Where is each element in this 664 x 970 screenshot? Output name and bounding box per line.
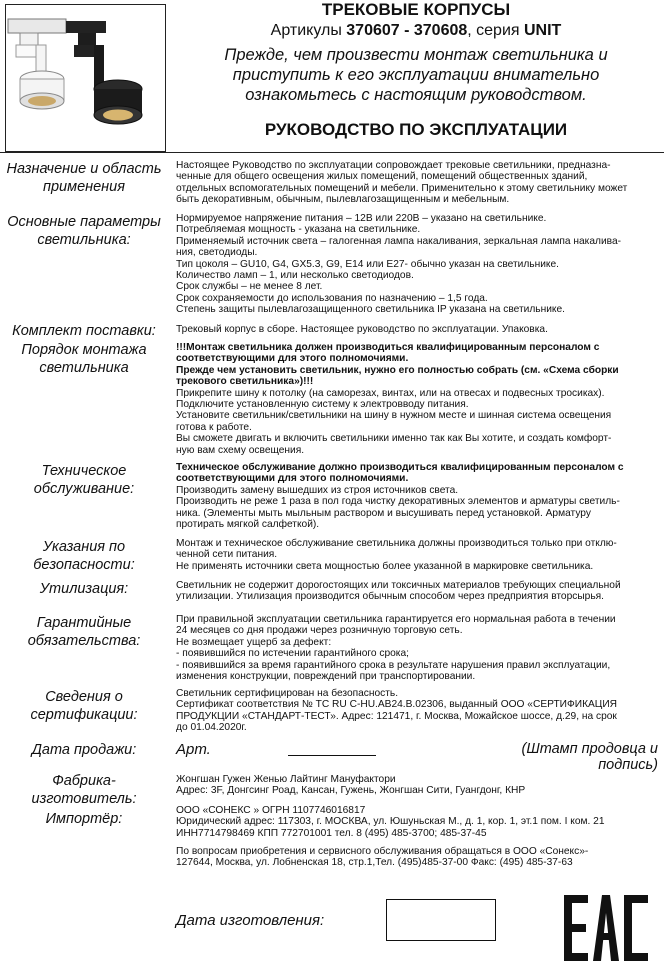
articles-line: Артикулы 370607 - 370608, серия UNIT: [270, 22, 562, 39]
article-signature-line: [288, 755, 376, 756]
kit-label: Комплект поставки:: [12, 323, 156, 339]
manufacture-date-label: Дата изготовления:: [176, 912, 325, 929]
install-label: Порядок монтажа светильника: [21, 342, 147, 376]
series-name: UNIT: [524, 22, 562, 39]
kit-text: Трековый корпус в сборе. Настоящее руководство по эксплуатации. Упаковка.: [176, 324, 548, 335]
warranty-label: Гарантийные обязательства:: [27, 615, 141, 649]
safety-label: Указания по безопасности:: [33, 539, 135, 573]
sale-date-label: Дата продажи:: [31, 742, 137, 758]
article-numbers: 370607 - 370608: [346, 22, 468, 39]
eac-mark: [560, 893, 652, 968]
document-title: ТРЕКОВЫЕ КОРПУСЫ: [321, 0, 511, 19]
install-text: !!!Монтаж светильника должен производиться квалифицированным персоналом с соответствующими для этого полномочиями. Прежде чем установить светильник, нужно его полностью собрать (см. «Схема сборки трекового светильника»)!!! Прикрепите шину к потолку (на саморезах, винтах, или на отвесах и подвесных тросиках). Подключите установленную систему к электровводу питания. Установите светильник/светильники на шину в нужном месте и шинная система освещения готова к работе. Вы сможете двигать и включить светильники именно так как Вы хотите, и создать комфорт- ную вам схему освещения.: [176, 342, 619, 456]
cert-label: Сведения о сертификации:: [30, 689, 138, 723]
disposal-label: Утилизация:: [39, 581, 129, 597]
article-field-label: Арт.: [176, 741, 211, 758]
disposal-text: Светильник не содержит дорогостоящих или токсичных материалов требующих специальной утилизации. Утилизация производится обычным способом через предприятия вторсырья.: [176, 580, 621, 603]
importer-label: Импортёр:: [45, 811, 123, 827]
manual-title: РУКОВОДСТВО ПО ЭКСПЛУАТАЦИИ: [264, 120, 568, 139]
safety-text: Монтаж и техническое обслуживание светильника должны производиться только при отклю- ченной сети питания. Не применять источники света мощностью более указанной в маркировке светильника.: [176, 538, 617, 572]
track-light-illustration: [6, 5, 165, 151]
warning-text: Прежде, чем произвести монтаж светильника и приступить к его эксплуатации внимательно ознакомьтесь с настоящим руководством.: [224, 46, 608, 104]
product-photo: [5, 4, 166, 152]
stamp-note: (Штамп продовца и подпись): [521, 741, 658, 773]
eac-logo-icon: [560, 893, 652, 963]
service-text: Техническое обслуживание должно производиться квалифицированным персоналом с соответствующими для этого полномочиями. Производить замену вышедших из строя источников света. Производить не реже 1 раза в пол года чистку декоративных элементов и арматуры светиль- ника. (Элементы мыть мыльным раствором и высушивать перед установкой. Арматуру протирать мягкой салфеткой).: [176, 462, 624, 531]
purpose-label: Назначение и область применения: [6, 161, 162, 195]
warranty-text: При правильной эксплуатации светильника гарантируется его нормальная работа в течении 24 месяцев со дня продажи через розничную торговую сеть. Не возмещает ущерб за дефект: - появившийся по истечении гарантийного срока; - появившийся за время гарантийного срока в результате нарушения правил эксплуатации, изменения конструкции, повреждений при транспортировании.: [176, 614, 616, 683]
purpose-text: Настоящее Руководство по эксплуатации сопровождает трековые светильники, предназна- ченные для общего освещения жилых помещений, помещений общественных зданий, отдельных вспомогательных помещений и мебели. Применительно к этому светильнику может быть декоративным, обычным, пылевлагозащищенным и мебельным.: [176, 160, 628, 206]
importer-text: ООО «СОНЕКС » ОГРН 1107746016817 Юридический адрес: 117303, г. МОСКВА, ул. Юшуньская М., д. 1, кор. 1, эт.1 пом. I ком. 21 ИНН7714798469 КПП 772701001 тел. 8 (495) 485-3700; 485-37-45: [176, 805, 605, 839]
cert-text: Светильник сертифицирован на безопасность. Сертификат соответствия № ТС RU C-HU.АВ24.В.02306, выданный ООО «СЕРТИФИКАЦИЯ ПРОДУКЦИИ «СТАНДАРТ-ТЕСТ». Адрес: 121471, г. Москва, Можайское шоссе, д.29, на срок до 01.04.2020г.: [176, 688, 618, 734]
params-text: Нормируемое напряжение питания – 12В или 220В – указано на светильнике. Потребляемая мощность - указана на светильнике. Применяемый источник света – галогенная лампа накаливания, зеркальная лампа накалива- ния, светодиоды. Тип цоколя – GU10, G4, GX5.3, G9, E14 или E27- обычно указан на светильнике. Количество ламп – 1, или несколько светодиодов. Срок службы – не менее 8 лет. Срок сохраняемости до использования по назначению – 1,5 года. Степень защиты пылевлагозащищенного светильника IP указана на светильнике.: [176, 213, 622, 316]
manufacture-date-box: [386, 899, 496, 941]
factory-label: Фабрика-изготовитель:: [31, 773, 137, 807]
params-label: Основные параметры светильника:: [7, 214, 161, 248]
service-label: Техническое обслуживание:: [33, 463, 135, 497]
factory-text: Жонгшан Гужен Женью Лайтинг Мануфактори Адрес: 3F, Донгсинг Роад, Кансан, Гужень, Жонгшан Сити, Гуангдонг, КНР: [176, 774, 526, 797]
contact-text: По вопросам приобретения и сервисного обслуживания обращаться в ООО «Сонекс»- 127644, Москва, ул. Лобненская 18, стр.1,Тел. (495)485-37-00 Факс: (495) 485-37-63: [176, 846, 589, 869]
header-divider: [0, 152, 664, 153]
